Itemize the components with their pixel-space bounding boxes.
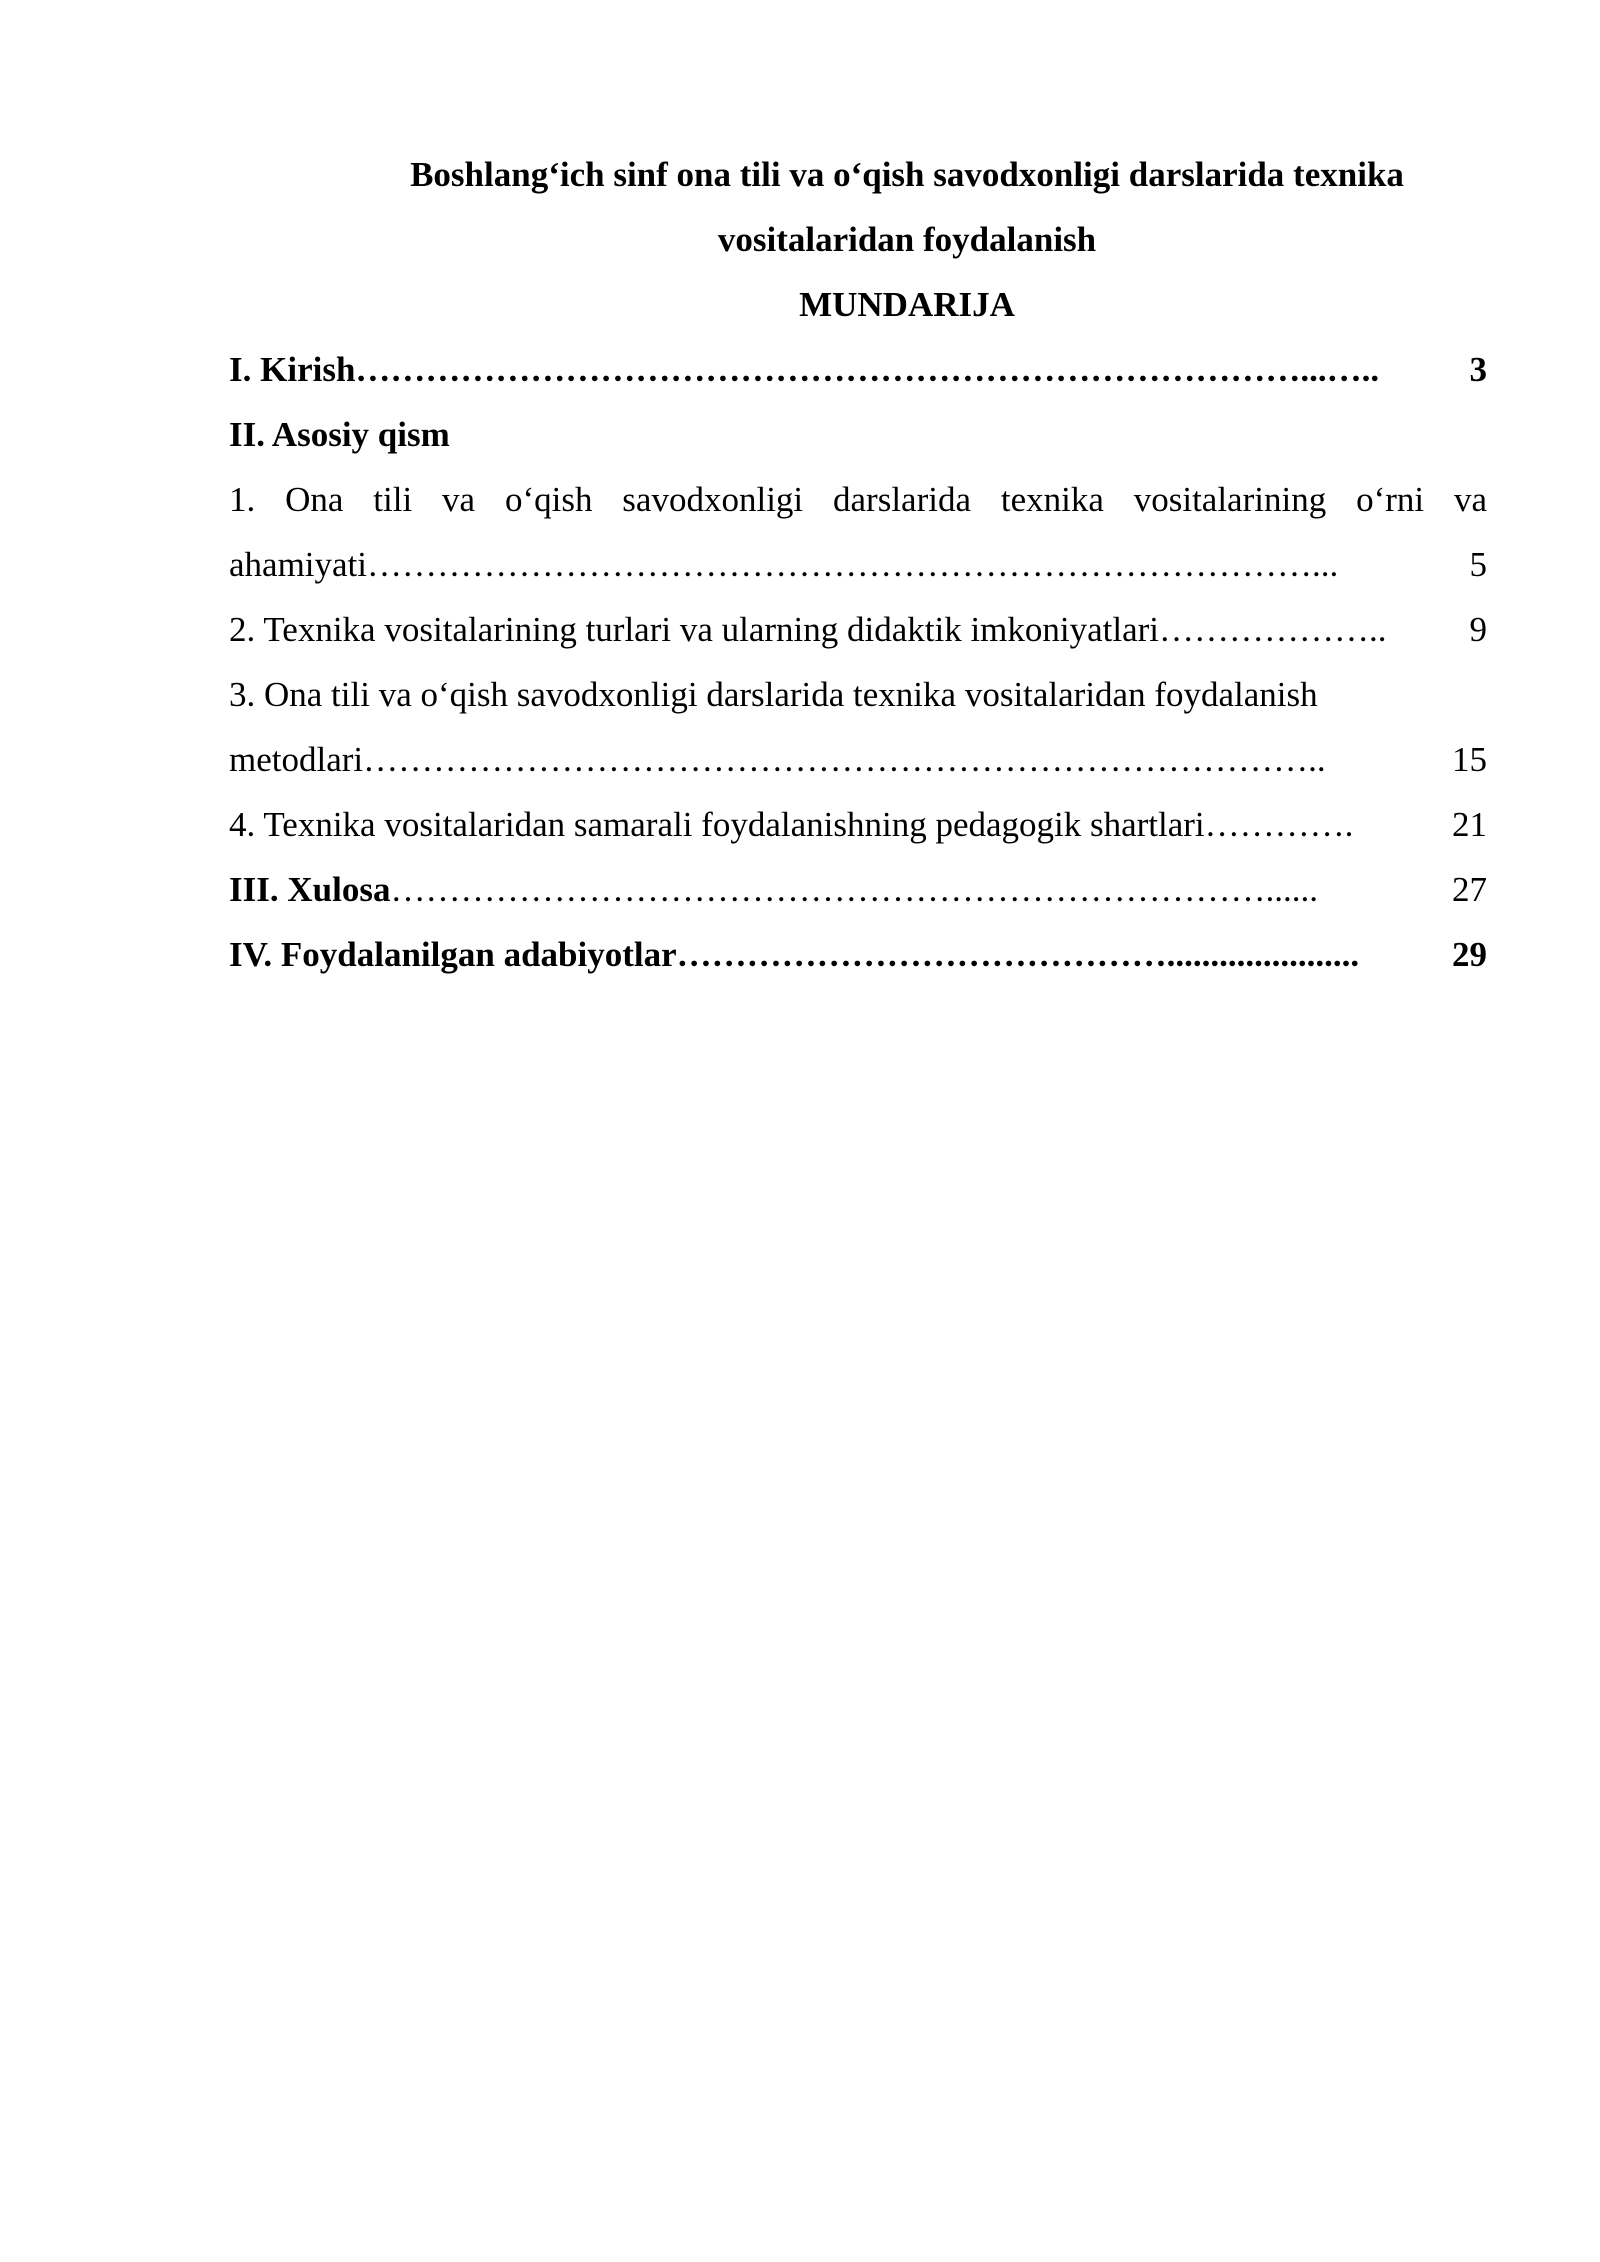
toc-entry-3-line-2: [229, 738, 1487, 782]
toc-label: I. Kirish: [229, 350, 356, 389]
toc-label: 2. Texnika vositalarining turlari va ularning didaktik imkoniyatlari: [229, 610, 1160, 649]
toc-label: ahamiyati: [229, 545, 368, 584]
toc-leader: ………………………………………………………………………..: [363, 740, 1326, 779]
toc-entry-xulosa: [229, 868, 1487, 912]
toc-leader: …………………………………………………………………......: [390, 870, 1318, 909]
toc-label: IV. Foydalanilgan adabiyotlar: [229, 935, 677, 974]
toc-page-number: 27: [1452, 870, 1487, 909]
contents-heading: MUNDARIJA: [799, 285, 1015, 324]
toc-page-number: 15: [1452, 740, 1487, 779]
toc-page-number: 5: [1469, 545, 1487, 584]
document-title-line-2: vositalaridan foydalanish: [717, 220, 1097, 259]
toc-entry-1-line-2: [229, 543, 1487, 587]
toc-entry-kirish: [229, 348, 1487, 392]
toc-leader: ……………………………………......................: [676, 935, 1360, 974]
toc-entry-1-line-1: 1. Ona tili va o‘qish savodxonligi darslarida texnika vositalarining o‘rni va: [229, 480, 1487, 519]
toc-entry-2: [229, 608, 1487, 652]
toc-page-number: 21: [1452, 805, 1487, 844]
toc-entry-4: [229, 803, 1487, 847]
toc-label: metodlari: [229, 740, 364, 779]
toc-page-number: 29: [1452, 935, 1487, 974]
toc-label: III. Xulosa: [229, 870, 391, 909]
document-title-line-1: Boshlang‘ich sinf ona tili va o‘qish savodxonligi darslarida texnika: [410, 155, 1404, 194]
toc-entry-3-line-1: 3. Ona tili va o‘qish savodxonligi darslarida texnika vositalaridan foydalanish: [229, 675, 1318, 714]
toc-page-number: 3: [1469, 350, 1487, 389]
toc-leader: ………………..: [1159, 610, 1387, 649]
toc-leader: ………………………………………………………………………...: [367, 545, 1339, 584]
toc-leader: ………….: [1204, 805, 1354, 844]
toc-leader: ………………………………………………………………………...…..: [355, 350, 1380, 389]
toc-entry-asosiy-qism: II. Asosiy qism: [229, 415, 450, 454]
toc-entry-adabiyotlar: [229, 933, 1487, 977]
toc-label: 4. Texnika vositalaridan samarali foydalanishning pedagogik shartlari: [229, 805, 1205, 844]
toc-page-number: 9: [1469, 610, 1487, 649]
